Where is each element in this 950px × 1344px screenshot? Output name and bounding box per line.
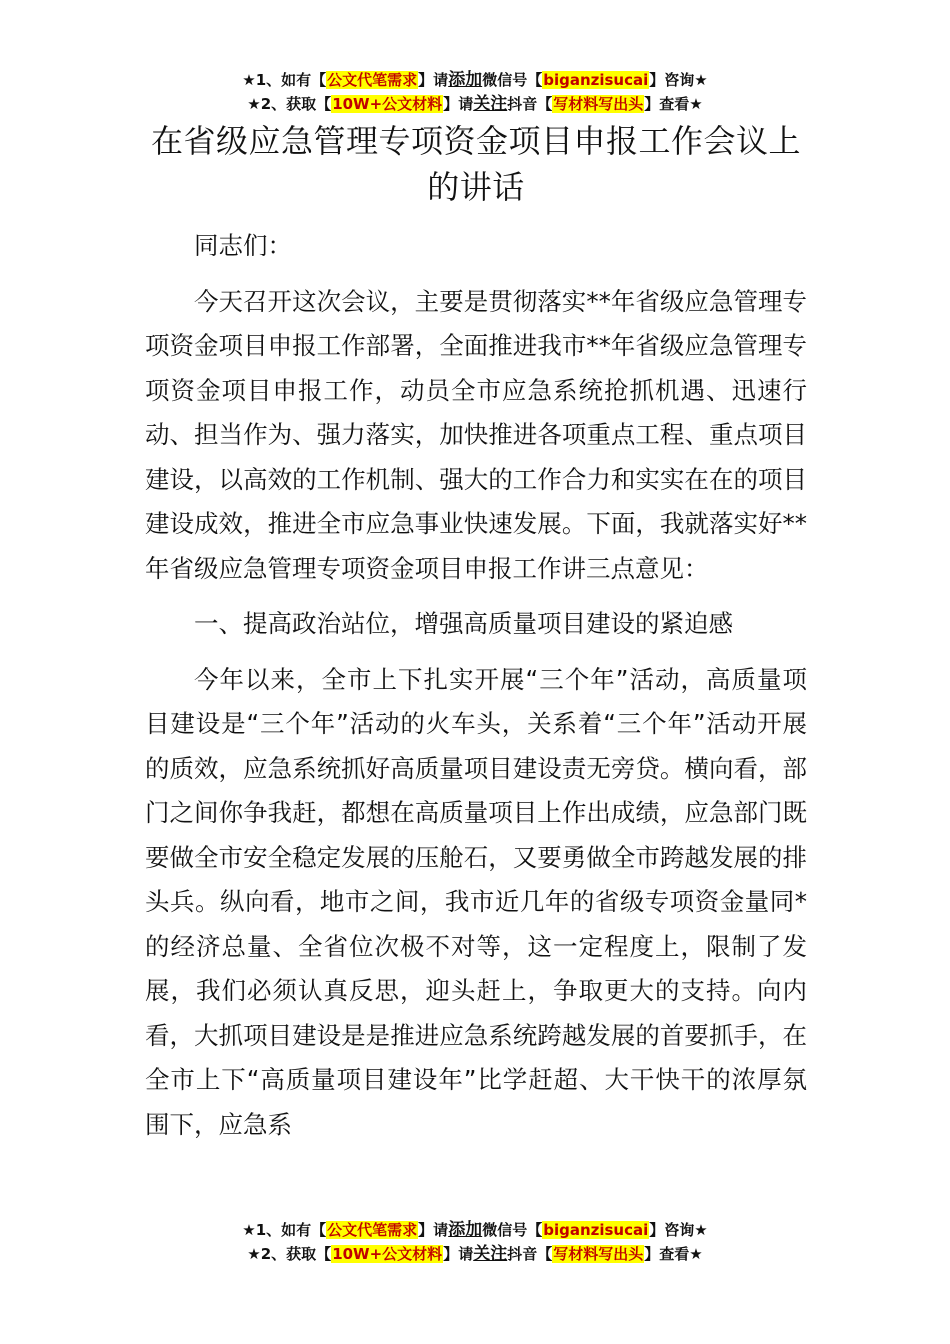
salutation: 同志们： — [194, 231, 292, 260]
highlight-ghostwriting: 公文代笔需求 — [327, 1221, 418, 1239]
document-title: 在省级应急管理专项资金项目申报工作会议上的讲话 — [150, 122, 801, 206]
header-notice — [0, 68, 950, 116]
section-heading-1: 一、提高政治站位，增强高质量项目建设的紧迫感 — [194, 609, 733, 638]
paragraph-section-1: 今年以来，全市上下扎实开展“三个年”活动，高质量项目建设是“三个年”活动的火车头，关系着“三个年”活动开展的质效，应急系统抓好高质量项目建设责无旁贷。横向看，部门之间你争我赶，都想在高质量项目上作出成绩，应急部门既要做全市安全稳定发展的压舱石，又要勇做全市跨越发展的排头兵。纵向看，地市之间，我市近几年的省级专项资金量同*的经济总量、全省位次极不对等，这一定程度上，限制了发展，我们必须认真反思，迎头赶上，争取更大的支持。向内看，大抓项目建设是是推进应急系统跨越发展的首要抓手，在全市上下“高质量项目建设年”比学赶超、大干快干的浓厚氛围下，应急系 — [145, 664, 807, 1139]
highlight-douyin-account: 写材料写出头 — [553, 95, 644, 113]
highlight-materials: 10W+公文材料 — [332, 95, 443, 113]
notice-line-1: ★1、如有【公文代笔需求】请添加微信号【biganzisucai】咨询★ — [242, 1220, 708, 1240]
document-text — [145, 224, 807, 1147]
paragraph-intro: 今天召开这次会议，主要是贯彻落实**年省级应急管理专项资金项目申报工作部署，全面推进我市**年省级应急管理专项资金项目申报工作，动员全市应急系统抢抓机遇、迅速行动、担当作为、强力落实，加快推进各项重点工程、重点项目建设，以高效的工作机制、强大的工作合力和实实在在的项目建设成效，推进全市应急事业快速发展。下面，我就落实好**年省级应急管理专项资金项目申报工作讲三点意见： — [145, 286, 807, 583]
highlight-douyin-account: 写材料写出头 — [553, 1245, 644, 1263]
highlight-ghostwriting: 公文代笔需求 — [327, 71, 418, 89]
highlight-materials: 10W+公文材料 — [332, 1245, 443, 1263]
highlight-wechat-id: biganzisucai — [543, 71, 649, 89]
notice-line-1: ★1、如有【公文代笔需求】请添加微信号【biganzisucai】咨询★ — [242, 70, 708, 90]
notice-line-2: ★2、获取【10W+公文材料】请关注抖音【写材料写出头】查看★ — [247, 1244, 703, 1264]
document-body — [145, 118, 807, 1158]
highlight-wechat-id: biganzisucai — [543, 1221, 649, 1239]
footer-notice — [0, 1218, 950, 1266]
notice-line-2: ★2、获取【10W+公文材料】请关注抖音【写材料写出头】查看★ — [247, 94, 703, 114]
